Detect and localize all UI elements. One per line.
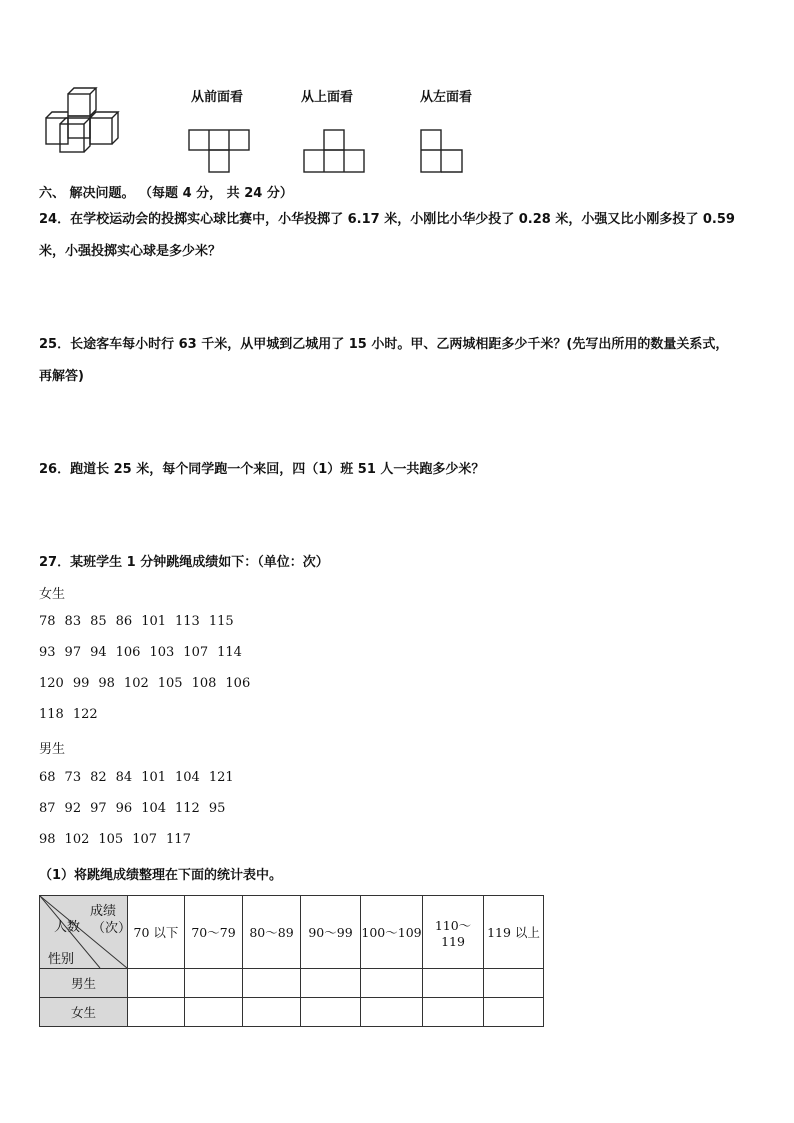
input-cell[interactable]	[423, 969, 484, 998]
column-header: 110～119	[423, 896, 484, 969]
input-cell[interactable]	[361, 998, 423, 1027]
table-header-row	[40, 896, 544, 969]
score: 117	[166, 832, 191, 847]
score: 86	[115, 614, 133, 629]
boys-scores-row-2	[39, 801, 234, 816]
score: 107	[132, 832, 158, 847]
score: 106	[115, 645, 141, 660]
corner-cell	[40, 896, 132, 969]
table-row-girls	[40, 998, 544, 1027]
score: 85	[90, 614, 107, 629]
score: 73	[64, 770, 82, 785]
score: 105	[98, 832, 124, 847]
input-cell[interactable]	[423, 998, 484, 1027]
girls-scores-row-1	[39, 614, 243, 629]
girls-scores-row-4	[39, 707, 107, 722]
score: 84	[115, 770, 133, 785]
input-cell[interactable]	[185, 969, 243, 998]
question-26: 26．跑道长 25 米，每个同学跑一个来回，四（1）班 51 人一共跑多少米？	[39, 462, 485, 477]
sub-question-1: （1）将跳绳成绩整理在下面的统计表中。	[39, 868, 283, 883]
row-label-boys: 男生	[40, 969, 128, 998]
column-header: 70 以下	[128, 896, 185, 969]
score: 115	[208, 614, 234, 629]
score: 101	[141, 614, 167, 629]
column-header: 80～89	[243, 896, 301, 969]
input-cell[interactable]	[484, 998, 544, 1027]
section-heading: 六、 解决问题。 （每题 4 分， 共 24 分）	[39, 186, 293, 201]
girls-scores-row-3	[39, 676, 259, 691]
score: 118	[39, 707, 64, 722]
question-24-line1: 24．在学校运动会的投掷实心球比赛中，小华投掷了 6.17 米，小刚比小华少投了 0.28 米，小强又比小刚多投了 0.59	[39, 212, 735, 227]
score: 122	[72, 707, 98, 722]
score: 114	[217, 645, 242, 660]
stats-table	[39, 895, 544, 1027]
corner-gender-label: 性别	[48, 952, 75, 967]
table-row-boys	[40, 969, 544, 998]
score: 107	[183, 645, 209, 660]
score: 112	[175, 801, 200, 816]
cube-stack-figure	[42, 86, 130, 156]
boys-label: 男生	[39, 742, 66, 757]
input-cell[interactable]	[243, 969, 301, 998]
score: 106	[225, 676, 251, 691]
question-25-line2: 再解答)	[39, 369, 84, 384]
corner-score-label: 成绩	[90, 904, 117, 919]
input-cell[interactable]	[301, 969, 361, 998]
boys-scores-row-1	[39, 770, 243, 785]
score: 95	[208, 801, 226, 816]
score: 101	[141, 770, 167, 785]
column-header: 100～109	[361, 896, 423, 969]
front-view-label: 从前面看	[191, 90, 244, 105]
score: 105	[157, 676, 183, 691]
score: 113	[175, 614, 200, 629]
left-view-drawing	[420, 128, 464, 176]
input-cell[interactable]	[301, 998, 361, 1027]
score: 102	[64, 832, 90, 847]
score: 102	[123, 676, 149, 691]
score: 96	[115, 801, 133, 816]
score: 94	[90, 645, 107, 660]
score: 83	[64, 614, 82, 629]
column-header: 119 以上	[484, 896, 544, 969]
input-cell[interactable]	[243, 998, 301, 1027]
score: 93	[39, 645, 56, 660]
question-24-line2: 米，小强投掷实心球是多少米？	[39, 244, 222, 259]
score: 120	[39, 676, 64, 691]
column-header: 70～79	[185, 896, 243, 969]
score: 92	[64, 801, 82, 816]
input-cell[interactable]	[185, 998, 243, 1027]
score: 108	[191, 676, 217, 691]
input-cell[interactable]	[128, 998, 185, 1027]
left-view-label: 从左面看	[420, 90, 473, 105]
corner-unit-label: （次）	[92, 921, 132, 936]
front-view-drawing	[188, 128, 252, 176]
boys-scores-row-3	[39, 832, 200, 847]
score: 97	[64, 645, 82, 660]
score: 103	[149, 645, 175, 660]
score: 78	[39, 614, 56, 629]
score: 104	[141, 801, 167, 816]
girls-scores-row-2	[39, 645, 251, 660]
top-view-drawing	[303, 128, 367, 176]
question-25-line1: 25．长途客车每小时行 63 千米，从甲城到乙城用了 15 小时。甲、乙两城相距多少千米？(先写出所用的数量关系式，	[39, 337, 729, 352]
corner-count-label: 人数	[54, 920, 81, 935]
score: 97	[90, 801, 107, 816]
girls-label: 女生	[39, 587, 66, 602]
score: 82	[90, 770, 107, 785]
row-label-girls: 女生	[40, 998, 128, 1027]
score: 87	[39, 801, 56, 816]
top-view-label: 从上面看	[301, 90, 354, 105]
input-cell[interactable]	[361, 969, 423, 998]
score: 104	[175, 770, 200, 785]
input-cell[interactable]	[128, 969, 185, 998]
input-cell[interactable]	[484, 969, 544, 998]
column-header: 90～99	[301, 896, 361, 969]
score: 98	[98, 676, 115, 691]
score: 98	[39, 832, 56, 847]
score: 99	[72, 676, 90, 691]
score: 68	[39, 770, 56, 785]
score: 121	[208, 770, 234, 785]
question-27: 27．某班学生 1 分钟跳绳成绩如下：（单位：次）	[39, 555, 329, 570]
